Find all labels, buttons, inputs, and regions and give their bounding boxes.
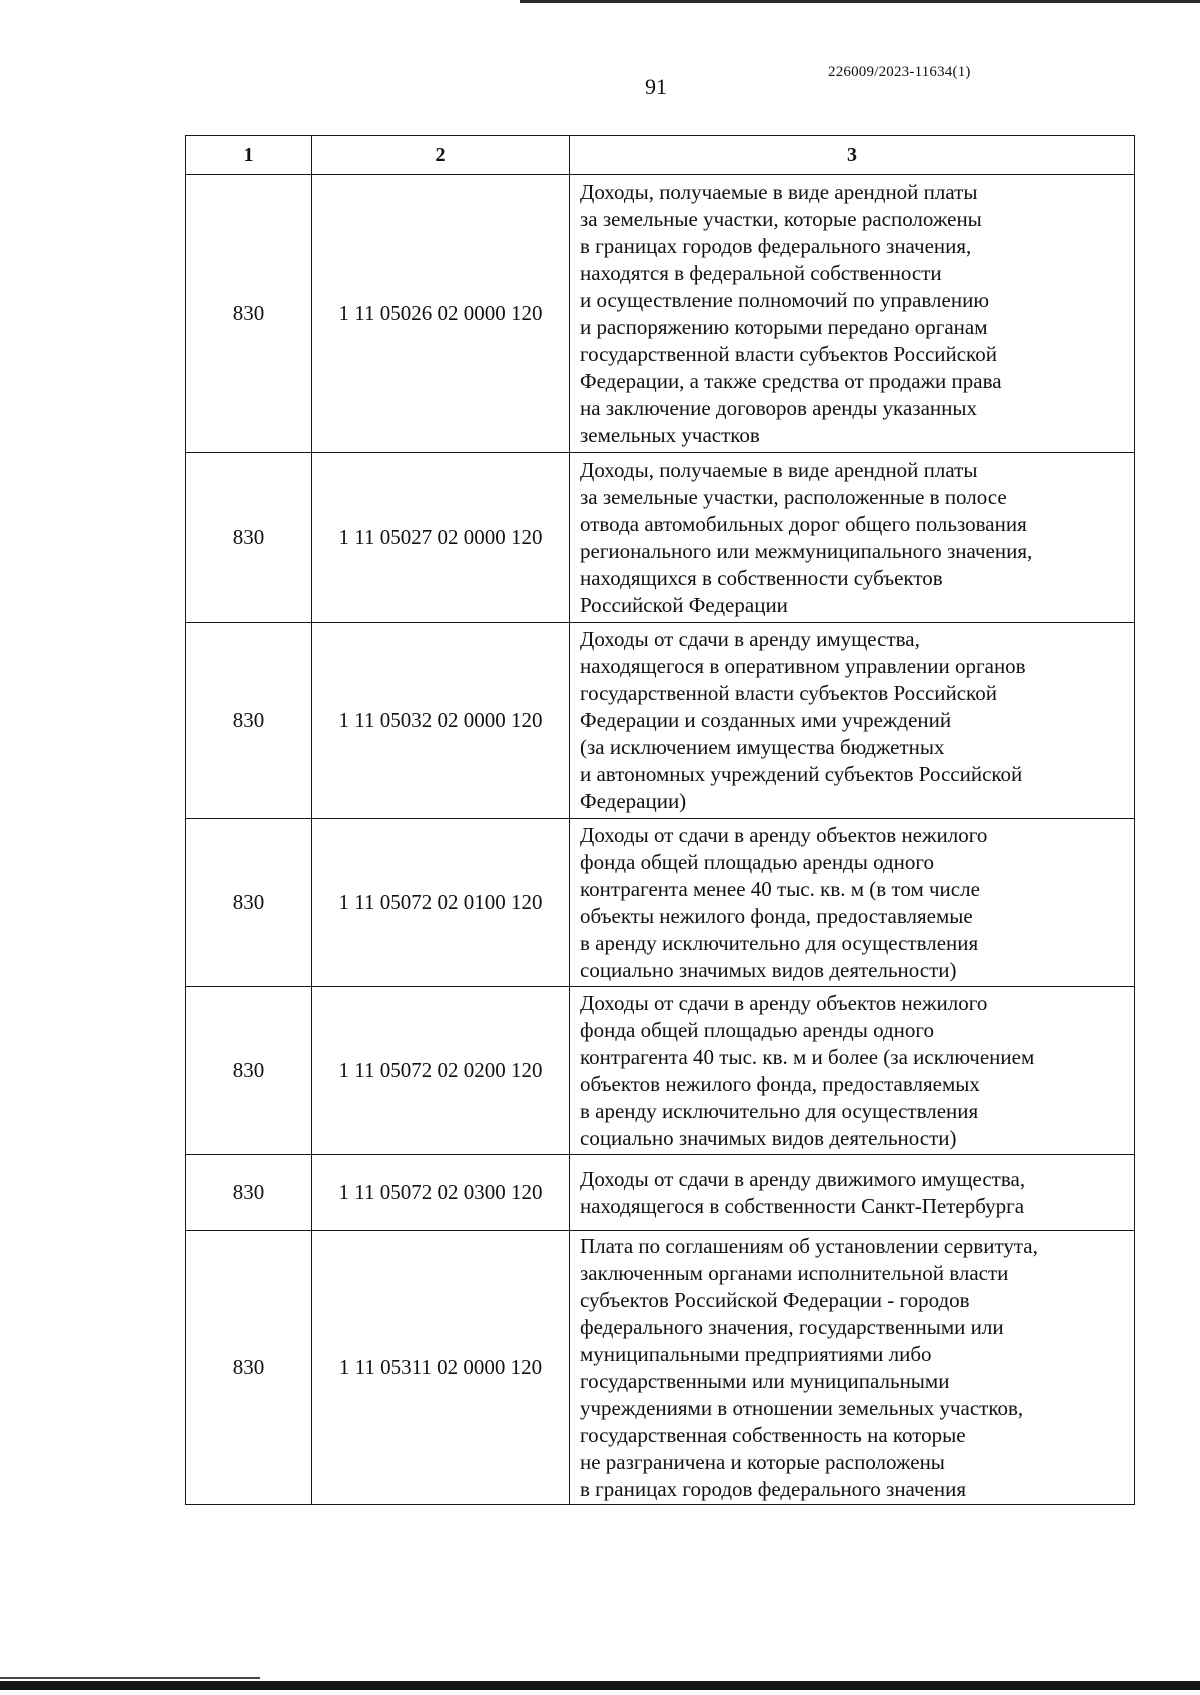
page-number: 91 — [645, 74, 667, 99]
description-cell: Доходы, получаемые в виде арендной платы за земельные участки, расположенные в полосе отвода автомобильных дорог общего пользования регионального или межмуниципального значения, находящихся в собственности субъектов Российской Федерации — [570, 453, 1135, 623]
budget-code-cell: 1 11 05026 02 0000 120 — [312, 175, 570, 453]
admin-code-cell: 830 — [186, 175, 312, 453]
table-row — [186, 175, 1135, 453]
table-header-row — [186, 136, 1135, 175]
scan-edge-top — [520, 0, 1200, 3]
description-cell: Доходы от сдачи в аренду движимого имущества, находящегося в собственности Санкт-Петербурга — [570, 1155, 1135, 1231]
table-row — [186, 819, 1135, 987]
column-header-3: 3 — [570, 136, 1135, 175]
table-row — [186, 623, 1135, 819]
table-row — [186, 453, 1135, 623]
document-id: 226009/2023-11634(1) — [828, 64, 971, 80]
admin-code-cell: 830 — [186, 453, 312, 623]
column-header-2: 2 — [312, 136, 570, 175]
description-cell: Доходы от сдачи в аренду объектов нежилого фонда общей площадью аренды одного контрагента 40 тыс. кв. м и более (за исключением объектов нежилого фонда, предоставляемых в аренду исключительно для осуществления социально значимых видов деятельности) — [570, 987, 1135, 1155]
admin-code-cell: 830 — [186, 1155, 312, 1231]
budget-code-cell: 1 11 05027 02 0000 120 — [312, 453, 570, 623]
budget-code-cell: 1 11 05072 02 0100 120 — [312, 819, 570, 987]
table-row — [186, 987, 1135, 1155]
admin-code-cell: 830 — [186, 819, 312, 987]
description-cell: Плата по соглашениям об установлении сервитута, заключенным органами исполнительной власти субъектов Российской Федерации - городов федерального значения, государственными или муниципальными предприятиями либо государственными или муниципальными учреждениями в отношении земельных участков, государственная собственность на которые не разграничена и которые расположены в границах городов федерального значения — [570, 1231, 1135, 1505]
admin-code-cell: 830 — [186, 987, 312, 1155]
description-cell: Доходы от сдачи в аренду имущества, находящегося в оперативном управлении органов государственной власти субъектов Российской Федерации и созданных ими учреждений (за исключением имущества бюджетных и автономных учреждений субъектов Российской Федерации) — [570, 623, 1135, 819]
budget-code-cell: 1 11 05311 02 0000 120 — [312, 1231, 570, 1505]
admin-code-cell: 830 — [186, 1231, 312, 1505]
description-cell: Доходы от сдачи в аренду объектов нежилого фонда общей площадью аренды одного контрагента менее 40 тыс. кв. м (в том числе объекты нежилого фонда, предоставляемые в аренду исключительно для осуществления социально значимых видов деятельности) — [570, 819, 1135, 987]
table-row — [186, 1155, 1135, 1231]
budget-code-cell: 1 11 05072 02 0200 120 — [312, 987, 570, 1155]
scan-edge-bottom — [0, 1681, 1200, 1690]
revenue-codes-table — [185, 135, 1135, 1505]
description-cell: Доходы, получаемые в виде арендной платы за земельные участки, которые расположены в границах городов федерального значения, находятся в федеральной собственности и осуществление полномочий по управлению и распоряжению которыми передано органам государственной власти субъектов Российской Федерации, а также средства от продажи права на заключение договоров аренды указанных земельных участков — [570, 175, 1135, 453]
admin-code-cell: 830 — [186, 623, 312, 819]
scan-edge-bottom-thin — [0, 1677, 260, 1679]
column-header-1: 1 — [186, 136, 312, 175]
table-row — [186, 1231, 1135, 1505]
budget-code-cell: 1 11 05032 02 0000 120 — [312, 623, 570, 819]
budget-code-cell: 1 11 05072 02 0300 120 — [312, 1155, 570, 1231]
